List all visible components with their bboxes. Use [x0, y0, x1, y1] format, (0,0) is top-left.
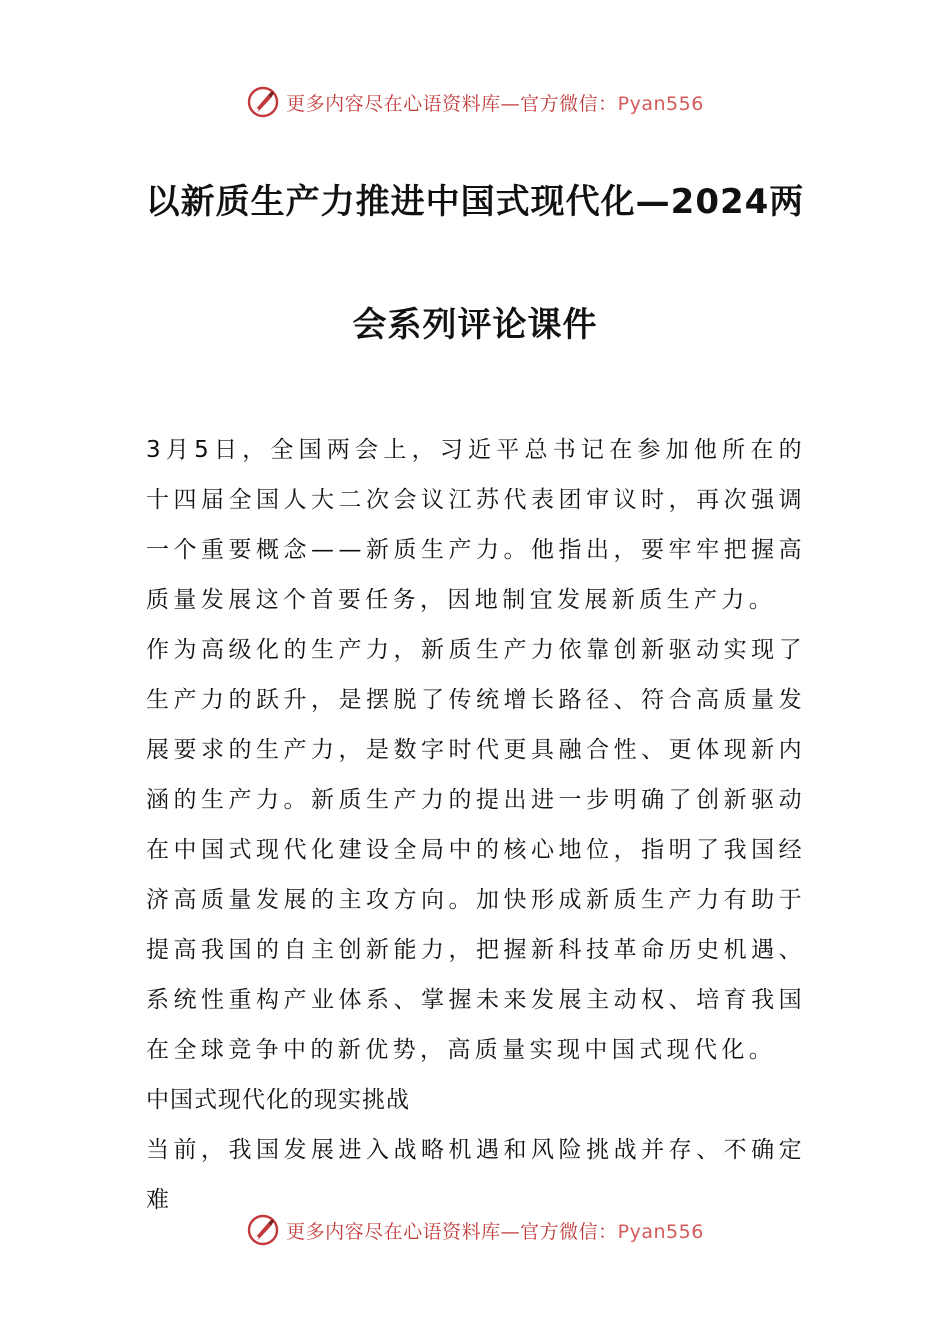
- document-title-line-2: 会系列评论课件: [352, 305, 598, 345]
- pen-logo-icon: [246, 85, 280, 119]
- document-title-line-1: 以新质生产力推进中国式现代化—2024两: [145, 182, 805, 222]
- paragraph-1: 3月5日，全国两会上，习近平总书记在参加他所在的十四届全国人大二次会议江苏代表团审议时，再次强调一个重要概念——新质生产力。他指出，要牢牢把握高质量发展这个首要任务，因地制宜发展新质生产力。: [146, 437, 806, 613]
- paragraph-3: 当前，我国发展进入战略机遇和风险挑战并存、不确定难: [146, 1137, 806, 1213]
- paragraph-2: 作为高级化的生产力，新质生产力依靠创新驱动实现了生产力的跃升，是摆脱了传统增长路径、符合高质量发展要求的生产力，是数字时代更具融合性、更体现新内涵的生产力。新质生产力的提出进一步明确了创新驱动在中国式现代化建设全局中的核心地位，指明了我国经济高质量发展的主攻方向。加快形成新质生产力有助于提高我国的自主创新能力，把握新科技革命历史机遇、系统性重构产业体系、掌握未来发展主动权、培育我国在全球竞争中的新优势，高质量实现中国式现代化。: [146, 637, 806, 1063]
- section-heading: 中国式现代化的现实挑战: [146, 1087, 410, 1113]
- watermark-text: 更多内容尽在心语资料库—官方微信：Pyan556: [286, 92, 704, 115]
- wechat-id: Pyan556: [617, 92, 704, 115]
- wechat-id: Pyan556: [617, 1220, 704, 1243]
- watermark-text: 更多内容尽在心语资料库—官方微信：Pyan556: [286, 1220, 704, 1243]
- header-watermark-banner: [0, 82, 950, 122]
- pen-logo-icon: [246, 1213, 280, 1247]
- footer-watermark-banner: [0, 1210, 950, 1250]
- document-body: [146, 425, 806, 1225]
